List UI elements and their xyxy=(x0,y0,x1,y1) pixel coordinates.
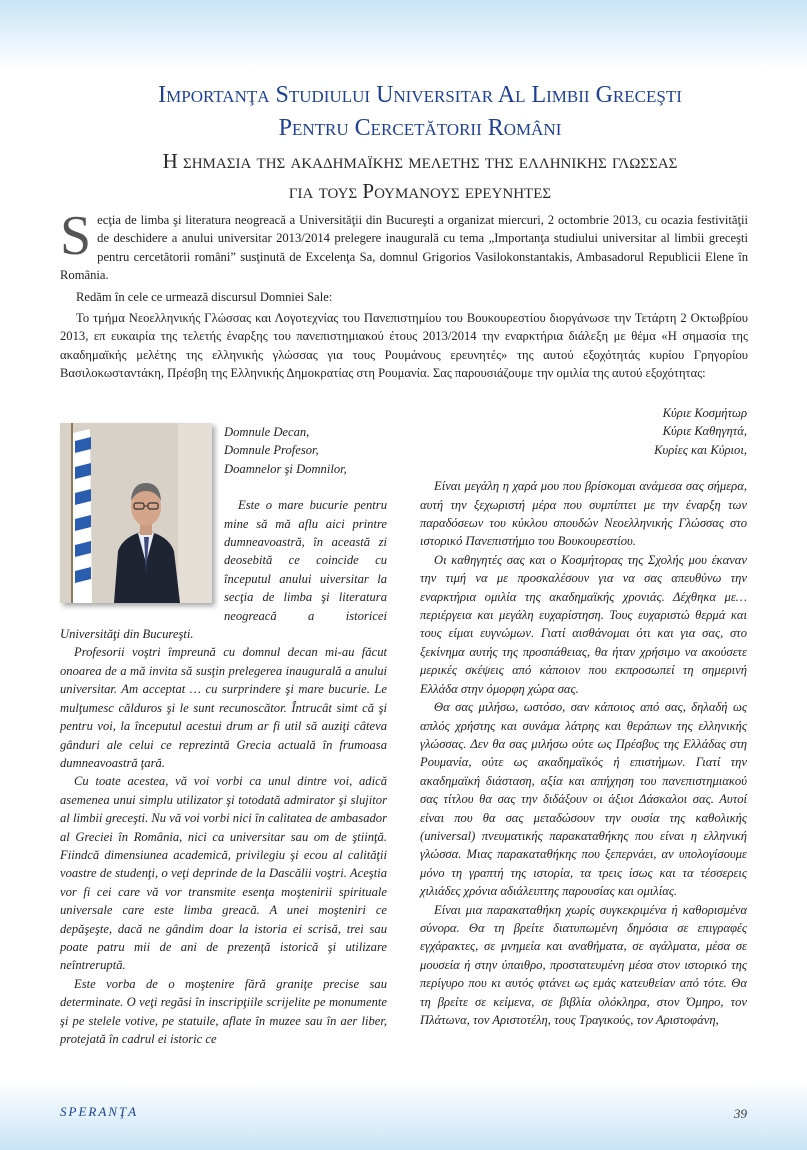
right-paragraph-3: Θα σας μιλήσω, ωστόσο, σαν κάποιος από σας, δηλαδή ως απλός χρήστης και συνάμα λάτρης και θεράπων της ελληνικής γλώσσας. Δεν θα σας μιλήσω ούτε ως Πρέσβυς της Ελλάδας στη Ρουμανία, ούτε ως ακαδημαϊκός ή επιστήμων. Γιατί την ακαδημαϊκή διάσταση, αξία και απήχηση του πανεπιστημιακού σας τίτλου θα σας την διδάξουν οι άξιοι Δάσκαλοι σας. Αυτοί είναι που θα σας μεταδώσουν την ουσία της καθολικής (universal) πνευματικής παρακαταθήκης που είναι η ελληνική γλώσσα. Μιας παρακαταθήκης που ξεπερνάει, αν υπολογίσουμε μόνο τη γραπτή της ιστορία, τα τρεις ίσως και τα τέσσερεις χιλιάδες χρόνια αδιάλειπτης παρουσίας και ομιλίας. xyxy=(420,700,747,899)
left-salutation-1: Domnule Decan, xyxy=(224,425,310,439)
left-paragraph-1: Este o mare bucurie pentru mine să mă aflu aici printre dumneavoastră, în această zi deosebită ce coincide cu începutul anului uiversitar la secţia de limba şi literatura neogreacă a istoricei Universităţi din Bucureşti. xyxy=(60,498,387,642)
right-column xyxy=(420,404,747,1029)
right-paragraph-4: Είναι μια παρακαταθήκη χωρίς συγκεκριμένα ή καθορισμένα σύνορα. Θα τη βρείτε διατυπωμένη δημόσια σε επιγραφές εγχάρακτες, σε μνημεία και αναθήματα, σε αγάλματα, μέσα σε μουσεία ή στην ύπαιθρο, προστατευμένη μέσα στον ιστορικό της περίγυρο που κι αυτός φτάνει ως εμάς κατευθείαν από τότε. Θα τη βρείτε σε κείμενα, σε βιβλία ολόκληρα, στον Όμηρο, τον Πλάτωνα, τον Αριστοτέλη, τους Τραγικούς, τον Αριστοφάνη, xyxy=(420,902,747,1027)
right-salutation-2: Κύριε Καθηγητά, xyxy=(662,424,747,439)
ambassador-portrait-image xyxy=(60,423,212,603)
ambassador-photo xyxy=(60,423,212,603)
left-paragraph-4: Este vorba de o moştenire fără graniţe precise sau determinate. O veţi regăsi în inscripţiile scrijelite pe monumente şi pe stelele votive, pe statuile, aflate în muzee sau în aer liber, protejată în cadrul ei istoric ce xyxy=(60,976,387,1046)
right-paragraph-2: Οι καθηγητές σας και ο Κοσμήτορας της Σχολής μου έκαναν την τιμή να με προσκαλέσουν για να σας απευθύνω την εναρκτήρια ομιλία της ακαδημαϊκής χρονιάς. Δέχθηκα με…περιέργεια και μεγάλη ευχαρίστηση. Τους ευχαριστώ θερμά και τους είμαι ευγνώμων. Γιατί αισθάνομαι ότι και για σας, στο ξεκίνημα αυτής της προσπάθειας, θα ήταν χρήσιμο να ακούσετε μερικές σκέψεις από κάποιον που εκπροσωπεί τη σημερινή Ελλάδα στην όμορφη χώρα σας. xyxy=(420,552,747,696)
intro-paragraph-romanian xyxy=(60,205,748,285)
left-salutation-3: Doamnelor şi Domnilor, xyxy=(224,461,347,476)
right-salutation-1: Κύριε Κοσμήτωρ xyxy=(662,406,747,420)
left-salutation-2: Domnule Profesor, xyxy=(224,443,319,458)
title-greek-line2: για τους Ρουμανους ερευνητες xyxy=(288,179,552,203)
left-paragraph-2: Profesorii voştri împreună cu domnul decan mi-au făcut onoarea de a mă invita să susţin prelegerea inaugurală a anului universitar. Am acceptat … cu surprindere şi mare bucurie. Le mulţumesc călduros şi le sunt recunoscător. Întrucât simt că şi pentru voi, la începutul acestui drum ar fi util să auziţi câteva gânduri ale celui ce reprezintă Grecia actuală în frumoasa dumneavoastră ţară. xyxy=(60,645,387,770)
magazine-name: SPERANŢA xyxy=(60,1104,139,1119)
drop-cap: S xyxy=(60,205,92,267)
page-number: 39 xyxy=(734,1106,747,1121)
right-salutation-3: Κυρίες και Κύριοι, xyxy=(654,442,747,457)
intro-paragraph-greek: Το τμήμα Νεοελληνικής Γλώσσας και Λογοτεχνίας του Πανεπιστημίου του Βουκουρεστίου διοργάνωσε την Τετάρτη 2 Οκτωβρίου 2013, επ ευκαιρία της τελετής έναρξης του πανεπιστημιακού έτους 2013/2014 την εναρκτήρια διάλεξη με θέμα «Η σημασία της ακαδημαϊκής μελέτης της ελληνικής γλώσσας για τους Ρουμάνους ερευνητές» της αυτού εξοχότητάς κυρίου Γρηγορίου Βασιλοκωσταντάκη, Πρέσβη της Ελληνικής Δημοκρατίας στη Ρουμανία. Σας παρουσιάζουμε την ομιλία της αυτού εξοχότητας: xyxy=(60,311,748,381)
left-paragraph-3: Cu toate acestea, vă voi vorbi ca unul dintre voi, adică asemenea unui simplu utilizator şi totodată admirator şi slujitor al limbii greceşti. Nu vă voi vorbi nici în calitatea de ambasador al Greciei în România, nici ca universitar sau om de ştiinţă. Fiindcă dimensiunea academică, privilegiu şi ecou al calităţii voastre de studenţi, o veţi deprinde de la Dascălii voştri. Aceştia vor fi cei care vă vor transmite esenţa moştenirii spirituale universale care este limba greacă. A unei moşteniri ce depăşeşte, dacă ne gândim doar la istoria ei scrisă, trei sau poate patru mii de ani de prezenţă istorică şi utilizare neîntreruptă. xyxy=(60,774,387,973)
intro-lead-in: Redăm în cele ce urmează discursul Domniei Sale: xyxy=(76,289,333,304)
intro-paragraph-romanian-text: ecţia de limba şi literatura neogreacă a Universităţii din Bucureşti a organizat miercuri, 2 octombrie 2013, cu ocazia festivităţii de deschidere a anului universitar 2013/2014 prelegere inaugurală cu tema „Importanţa studiului universitar al limbii greceşti pentru cercetătorii români” susţinută de Excelenţa Sa, domnul Grigorios Vasilokonstantakis, Ambasadorul Republicii Elene în România. xyxy=(60,213,748,283)
intro-section xyxy=(60,205,748,383)
title-romanian-line1: Importanţa Studiului Universitar Al Limbii Greceşti xyxy=(158,82,682,108)
title-romanian-line2: Pentru Cercetătorii Români xyxy=(278,115,562,141)
title-greek-line1: Η σημασια της ακαδημαϊκης μελετης της ελληνικης γλωσσας xyxy=(162,149,678,173)
left-column xyxy=(60,423,387,1048)
right-paragraph-1: Είναι μεγάλη η χαρά μου που βρίσκομαι ανάμεσα σας σήμερα, αυτή την ξεχωριστή μέρα που συμπίπτει με την έναρξη των παραδόσεων του κύκλου σπουδών Νεοελληνικής Γλώσσας στο ιστορικό Πανεπιστήμιο του Βουκουρεστίου. xyxy=(420,479,747,549)
top-gradient-band xyxy=(0,0,807,70)
